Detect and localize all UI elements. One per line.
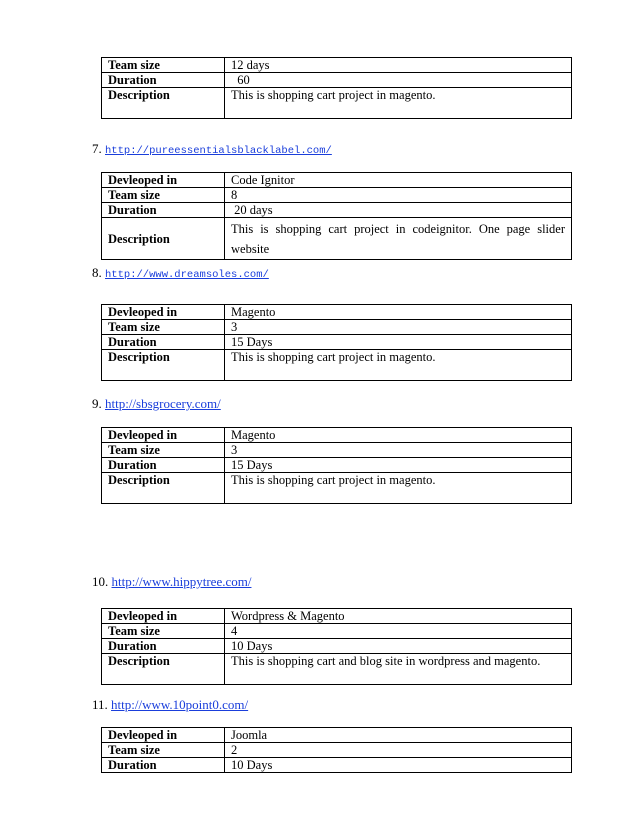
row-value: 4 bbox=[225, 624, 572, 639]
table-row bbox=[102, 624, 572, 639]
table-row bbox=[102, 188, 572, 203]
table-row bbox=[102, 73, 572, 88]
row-label: Duration bbox=[102, 458, 225, 473]
project-10-link[interactable]: http://www.hippytree.com/ bbox=[111, 574, 252, 589]
row-label: Devleoped in bbox=[102, 428, 225, 443]
project-9-link[interactable]: http://sbsgrocery.com/ bbox=[105, 396, 221, 411]
row-label: Devleoped in bbox=[102, 173, 225, 188]
table-row bbox=[102, 58, 572, 73]
table-row bbox=[102, 639, 572, 654]
table-row bbox=[102, 609, 572, 624]
project-11-table bbox=[101, 727, 572, 773]
project-8-heading bbox=[92, 265, 269, 283]
row-value: This is shopping cart project in codeignitor. One page slider website bbox=[225, 218, 572, 260]
row-value: 60 bbox=[225, 73, 572, 88]
row-value: This is shopping cart project in magento. bbox=[225, 88, 572, 119]
table-row bbox=[102, 305, 572, 320]
table-row bbox=[102, 743, 572, 758]
project-7-heading bbox=[92, 141, 332, 159]
project-7-link[interactable]: http://pureessentialsblacklabel.com/ bbox=[105, 145, 332, 157]
row-label: Devleoped in bbox=[102, 305, 225, 320]
row-label: Devleoped in bbox=[102, 728, 225, 743]
row-label: Description bbox=[102, 473, 225, 504]
row-value: 2 bbox=[225, 743, 572, 758]
row-value: 10 Days bbox=[225, 758, 572, 773]
project-7-table bbox=[101, 172, 572, 260]
row-label: Duration bbox=[102, 73, 225, 88]
project-10-table bbox=[101, 608, 572, 685]
project-10-heading bbox=[92, 574, 251, 590]
row-value: 3 bbox=[225, 443, 572, 458]
row-value: Magento bbox=[225, 428, 572, 443]
row-label: Team size bbox=[102, 624, 225, 639]
row-label: Devleoped in bbox=[102, 609, 225, 624]
row-label: Description bbox=[102, 218, 225, 260]
row-label: Team size bbox=[102, 58, 225, 73]
row-value: 8 bbox=[225, 188, 572, 203]
table-row bbox=[102, 350, 572, 381]
project-number: 10. bbox=[92, 574, 109, 589]
table-row bbox=[102, 758, 572, 773]
row-value: 10 Days bbox=[225, 639, 572, 654]
project-9-heading bbox=[92, 396, 221, 412]
table-row bbox=[102, 654, 572, 685]
table-row bbox=[102, 88, 572, 119]
row-label: Description bbox=[102, 654, 225, 685]
table-row bbox=[102, 173, 572, 188]
row-value: Code Ignitor bbox=[225, 173, 572, 188]
project-11-link[interactable]: http://www.10point0.com/ bbox=[111, 697, 249, 712]
table-row bbox=[102, 203, 572, 218]
row-value: 12 days bbox=[225, 58, 572, 73]
table-row bbox=[102, 335, 572, 350]
row-value: 15 Days bbox=[225, 458, 572, 473]
project-6-table bbox=[101, 57, 572, 119]
project-8-link[interactable]: http://www.dreamsoles.com/ bbox=[105, 269, 269, 281]
row-label: Description bbox=[102, 350, 225, 381]
row-label: Duration bbox=[102, 335, 225, 350]
table-row bbox=[102, 218, 572, 260]
row-label: Team size bbox=[102, 188, 225, 203]
project-number: 9. bbox=[92, 396, 102, 411]
project-8-table bbox=[101, 304, 572, 381]
table-row bbox=[102, 428, 572, 443]
row-label: Team size bbox=[102, 743, 225, 758]
row-value: Magento bbox=[225, 305, 572, 320]
row-value: This is shopping cart project in magento. bbox=[225, 350, 572, 381]
row-label: Description bbox=[102, 88, 225, 119]
table-row bbox=[102, 320, 572, 335]
row-label: Duration bbox=[102, 203, 225, 218]
table-row bbox=[102, 473, 572, 504]
project-11-heading bbox=[92, 697, 248, 713]
project-9-table bbox=[101, 427, 572, 504]
row-value: This is shopping cart project in magento. bbox=[225, 473, 572, 504]
row-value: 3 bbox=[225, 320, 572, 335]
row-value: 20 days bbox=[225, 203, 572, 218]
row-value: 15 Days bbox=[225, 335, 572, 350]
table-row bbox=[102, 728, 572, 743]
project-number: 8. bbox=[92, 265, 102, 280]
row-value: Wordpress & Magento bbox=[225, 609, 572, 624]
row-value: This is shopping cart and blog site in wordpress and magento. bbox=[225, 654, 572, 685]
table-row bbox=[102, 458, 572, 473]
row-label: Team size bbox=[102, 320, 225, 335]
project-number: 11. bbox=[92, 697, 108, 712]
project-number: 7. bbox=[92, 141, 102, 156]
row-label: Team size bbox=[102, 443, 225, 458]
row-label: Duration bbox=[102, 639, 225, 654]
table-row bbox=[102, 443, 572, 458]
row-label: Duration bbox=[102, 758, 225, 773]
row-value: Joomla bbox=[225, 728, 572, 743]
